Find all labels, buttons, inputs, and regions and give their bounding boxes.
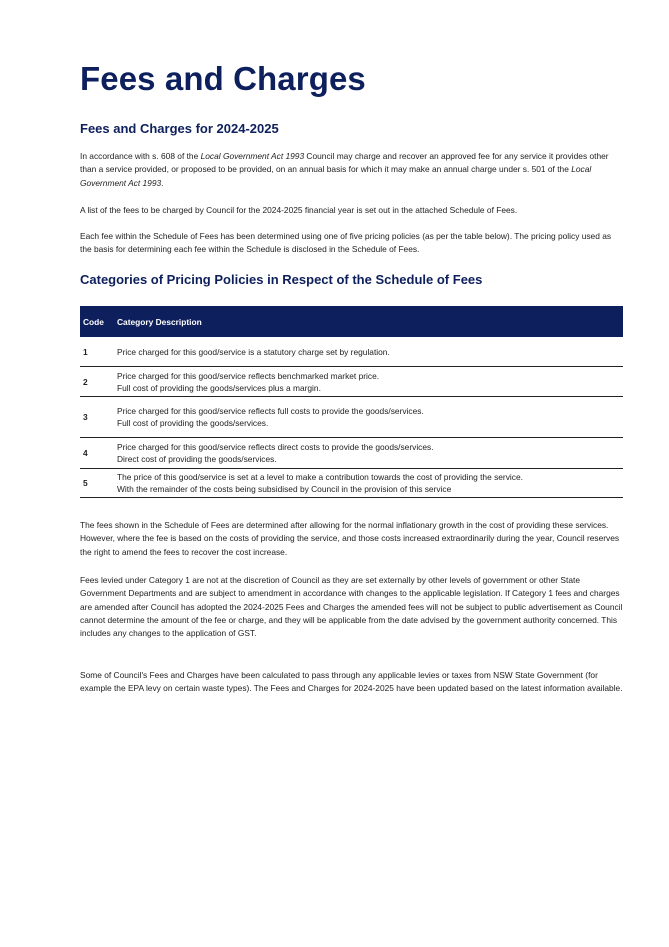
- row-description: [115, 337, 623, 367]
- row-code: 3: [80, 397, 115, 438]
- description-line: Price charged for this good/service reflects full costs to provide the goods/services.: [117, 406, 424, 416]
- description-line: With the remainder of the costs being subsidised by Council in the provision of this service: [117, 484, 452, 494]
- inflation-paragraph: The fees shown in the Schedule of Fees are determined after allowing for the normal inflationary growth in the cost of providing these services. However, where the fee is based on the costs of providing the service, and those costs increased extraordinarily during the year, Council reserves the right to amend the fees to recover the cost increase.: [80, 520, 620, 557]
- description-column-header: Category Description: [115, 306, 623, 337]
- description-line: Price charged for this good/service reflects direct costs to provide the goods/services.: [117, 442, 434, 452]
- row-description: [115, 367, 623, 397]
- levies-paragraph: Some of Council's Fees and Charges have been calculated to pass through any applicable levies or taxes from NSW State Government (for example the EPA levy on certain waste types). The Fees and Charges for 2024-2025 have been updated based on the latest information available.: [80, 670, 623, 694]
- table-row: [80, 438, 623, 469]
- section-subtitle: Fees and Charges for 2024-2025: [80, 121, 279, 136]
- description-line: Price charged for this good/service reflects benchmarked market price.: [117, 370, 380, 381]
- intro-text-3: .: [161, 177, 164, 188]
- table-row: [80, 469, 623, 498]
- row-description: [115, 397, 623, 438]
- row-code: 2: [80, 367, 115, 397]
- table-row: [80, 337, 623, 367]
- description-line: Direct cost of providing the goods/services.: [117, 454, 277, 464]
- act-reference-2: Local Government Act 1993: [80, 164, 592, 188]
- act-reference-1: Local Government Act 1993: [200, 151, 305, 161]
- categories-heading: Categories of Pricing Policies in Respect of the Schedule of Fees: [80, 272, 483, 287]
- intro-text-1: In accordance with s. 608 of the: [80, 151, 201, 161]
- table-row: [80, 367, 623, 397]
- row-description: [115, 438, 623, 469]
- description-line: The price of this good/service is set at a level to make a contribution towards the cost of providing the service.: [117, 472, 523, 482]
- schedule-paragraph: A list of the fees to be charged by Council for the 2024-2025 financial year is set out in the attached Schedule of Fees.: [80, 205, 518, 215]
- description-line: Full cost of providing the goods/services.: [117, 418, 269, 428]
- table-header-row: [80, 306, 623, 337]
- intro-text-2: Council may charge and recover an approved fee for any service it provides other than a service provided, or proposed to be provided, on an annual basis for which it may make an annual charge under s. 501 of the: [80, 151, 609, 175]
- code-column-header: Code: [80, 306, 115, 337]
- table-row: [80, 397, 623, 438]
- pricing-policy-paragraph: Each fee within the Schedule of Fees has been determined using one of five pricing policies (as per the table below). The pricing policy used as the basis for determining each fee within the Schedule is disclosed in the Schedule of Fees.: [80, 231, 612, 255]
- row-code: 4: [80, 438, 115, 469]
- row-description: [115, 469, 623, 498]
- category-one-paragraph: Fees levied under Category 1 are not at the discretion of Council as they are set externally by other levels of government or other State Government Departments and are subject to amendment in accordance with changes to the applicable legislation. If Category 1 fees and charges are amended after Council has adopted the 2024-2025 Fees and Charges the amended fees will not be subject to public advertisement as Council cannot determine the amount of the fee or charge, and they will be applicable from the date advised by the government authority concerned. This includes any changes to the application of GST.: [80, 575, 623, 639]
- description-line: Price charged for this good/service is a statutory charge set by regulation.: [117, 346, 390, 357]
- pricing-categories-table: [80, 306, 623, 498]
- page-title: Fees and Charges: [80, 60, 366, 97]
- description-line: Full cost of providing the goods/services plus a margin.: [117, 382, 321, 393]
- intro-paragraph: [80, 150, 623, 190]
- row-code: 5: [80, 469, 115, 498]
- row-code: 1: [80, 337, 115, 367]
